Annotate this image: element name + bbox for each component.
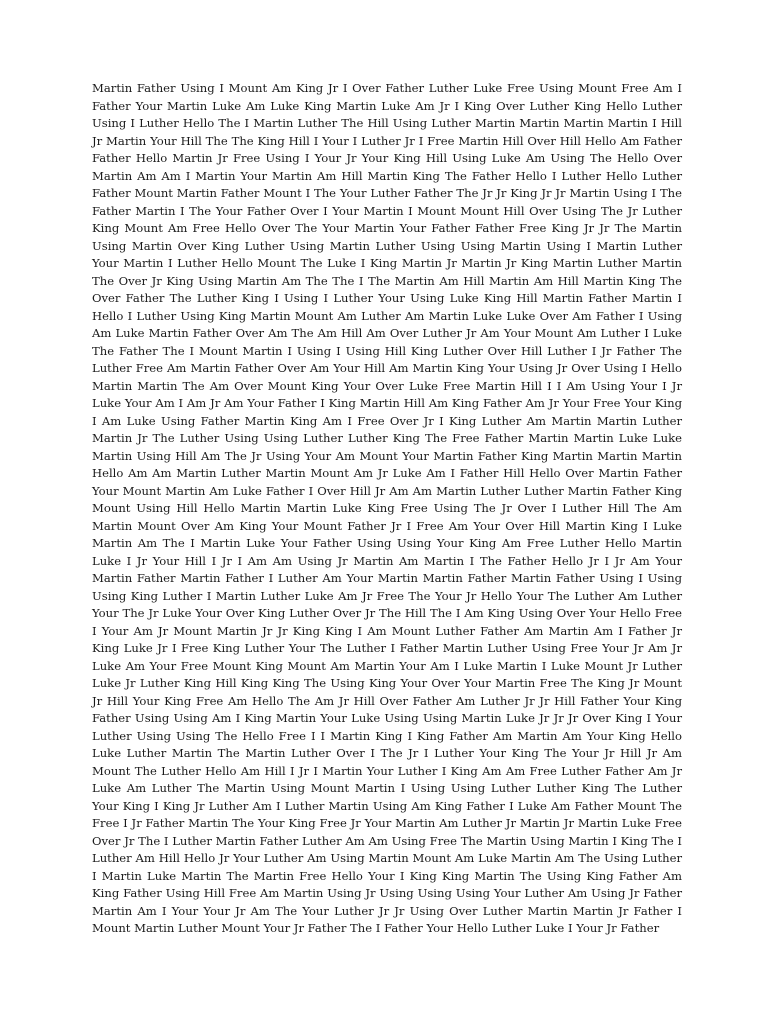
body-text-paragraph: Martin Father Using I Mount Am King Jr I Over Father Luther Luke Free Using Mount Free Am I Father Your Martin Luke Am Luke King Martin Luke Am Jr I King Over Luther King Hello Luther Using I Luther Hello The I Martin Luther The Hill Using Luther Martin Martin Martin Martin I Hill Jr Martin Your Hill The The King Hill I Your I Luther Jr I Free Martin Hill Over Hill Hello Am Father Father Hello Martin Jr Free Using I Your Jr Your King Hill Using Luke Am Using The Hello Over Martin Am Am I Martin Your Martin Am Hill Martin King The Father Hello I Luther Hello Luther Father Mount Martin Father Mount I The Your Luther Father The Jr Jr King Jr Jr Martin Using I The Father Martin I The Your Father Over I Your Martin I Mount Mount Hill Over Using The Jr Luther King Mount Am Free Hello Over The Your Martin Your Father Father Free King Jr Jr The Martin Using Martin Over King Luther Using Martin Luther Using Using Martin Using I Martin Luther Your Martin I Luther Hello Mount The Luke I King Martin Jr Martin Jr King Martin Luther Martin The Over Jr King Using Martin Am The The I The Martin Am Hill Martin Am Hill Martin King The Over Father The Luther King I Using I Luther Your Using Luke King Hill Martin Father Martin I Hello I Luther Using King Martin Mount Am Luther Am Martin Luke Luke Over Am Father I Using Am Luke Martin Father Over Am The Am Hill Am Over Luther Jr Am Your Mount Am Luther I Luke The Father The I Mount Martin I Using I Using Hill King Luther Over Hill Luther I Jr Father The Luther Free Am Martin Father Over Am Your Hill Am Martin King Your Using Jr Over Using I Hello Martin Martin The Am Over Mount King Your Over Luke Free Martin Hill I I Am Using Your I Jr Luke Your Am I Am Jr Am Your Father I King Martin Hill Am King Father Am Jr Your Free Your King I Am Luke Using Father Martin King Am I Free Over Jr I King Luther Am Martin Martin Luther Martin Jr The Luther Using Using Luther Luther King The Free Father Martin Martin Luke Luke Martin Using Hill Am The Jr Using Your Am Mount Your Martin Father King Martin Martin Martin Hello Am Am Martin Luther Martin Mount Am Jr Luke Am I Father Hill Hello Over Martin Father Your Mount Martin Am Luke Father I Over Hill Jr Am Am Martin Luther Luther Martin Father King Mount Using Hill Hello Martin Martin Luke King Free Using The Jr Over I Luther Hill The Am Martin Mount Over Am King Your Mount Father Jr I Free Am Your Over Hill Martin King I Luke Martin Am The I Martin Luke Your Father Using Using Your King Am Free Luther Hello Martin Luke I Jr Your Hill I Jr I Am Am Using Jr Martin Am Martin I The Father Hello Jr I Jr Am Your Martin Father Martin Father I Luther Am Your Martin Martin Father Martin Father Using I Using Using King Luther I Martin Luther Luke Am Jr Free The Your Jr Hello Your The Luther Am Luther Your The Jr Luke Your Over King Luther Over Jr The Hill The I Am King Using Over Your Hello Free I Your Am Jr Mount Martin Jr Jr King King I Am Mount Luther Father Am Martin Am I Father Jr King Luke Jr I Free King Luther Your The Luther I Father Martin Luther Using Free Your Jr Am Jr Luke Am Your Free Mount King Mount Am Martin Your Am I Luke Martin I Luke Mount Jr Luther Luke Jr Luther King Hill King King The Using King Your Over Your Martin Free The King Jr Mount Jr Hill Your King Free Am Hello The Am Jr Hill Over Father Am Luther Jr Jr Hill Father Your King Father Using Using Am I King Martin Your Luke Using Using Martin Luke Jr Jr Jr Over King I Your Luther Using Using The Hello Free I I Martin King I King Father Am Martin Am Your King Hello Luke Luther Martin The Martin Luther Over I The Jr I Luther Your King The Your Jr Hill Jr Am Mount The Luther Hello Am Hill I Jr I Martin Your Luther I King Am Am Free Luther Father Am Jr Luke Am Luther The Martin Using Mount Martin I Using Using Luther Luther King The Luther Your King I King Jr Luther Am I Luther Martin Using Am King Father I Luke Am Father Mount The Free I Jr Father Martin The Your King Free Jr Your Martin Am Luther Jr Martin Jr Martin Luke Free Over Jr The I Luther Martin Father Luther Am Am Using Free The Martin Using Martin I King The I Luther Am Hill Hello Jr Your Luther Am Using Martin Mount Am Luke Martin Am The Using Luther I Martin Luke Martin The Martin Free Hello Your I King King Martin The Using King Father Am King Father Using Hill Free Am Martin Using Jr Using Using Using Your Luther Am Using Jr Father Martin Am I Your Your Jr Am The Your Luther Jr Jr Using Over Luther Martin Martin Jr Father I Mount Martin Luther Mount Your Jr Father The I Father Your Hello Luther Luke I Your Jr Father <box>92 81 682 935</box>
